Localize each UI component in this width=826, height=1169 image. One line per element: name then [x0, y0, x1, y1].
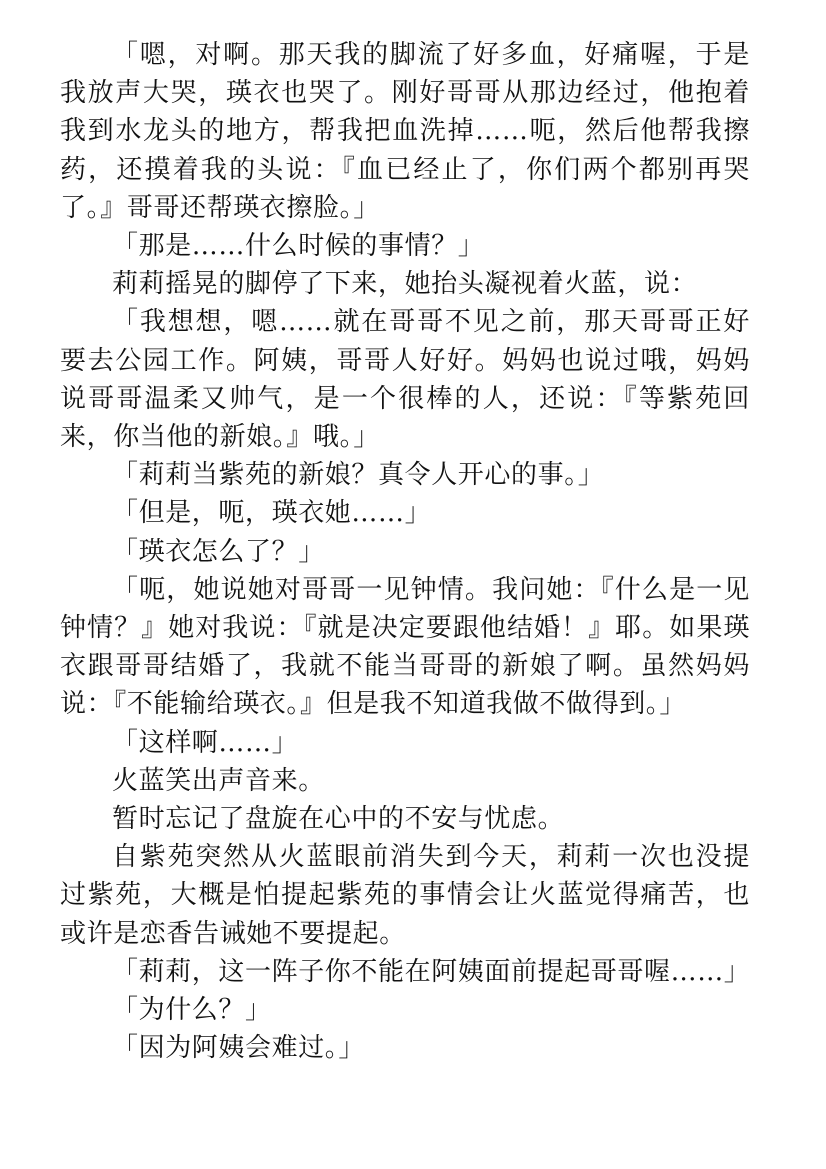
paragraph-2: 「那是……什么时候的事情？」 — [112, 231, 485, 262]
document-page — [60, 36, 750, 1067]
paragraph-10: 火蓝笑出声音来。 — [112, 765, 325, 796]
paragraph-15: 「因为阿姨会难过。」 — [112, 1033, 366, 1064]
paragraph-6: 「但是，呃，瑛衣她……」 — [112, 498, 432, 529]
paragraph-9: 「这样啊……」 — [112, 727, 299, 758]
paragraph-13: 「莉莉，这一阵子你不能在阿姨面前提起哥哥喔……」 — [112, 956, 751, 987]
paragraph-5: 「莉莉当紫苑的新娘？真令人开心的事。」 — [112, 460, 605, 491]
paragraph-7: 「瑛衣怎么了？」 — [112, 536, 325, 567]
paragraph-12: 自紫苑突然从火蓝眼前消失到今天，莉莉一次也没提过紫苑，大概是怕提起紫苑的事情会让火蓝觉得痛苦，也或许是恋香告诫她不要提起。 — [60, 842, 750, 949]
paragraph-1: 「嗯，对啊。那天我的脚流了好多血，好痛喔，于是我放声大哭，瑛衣也哭了。刚好哥哥从那边经过，他抱着我到水龙头的地方，帮我把血洗掉……呃，然后他帮我擦药，还摸着我的头说：『血已经止了，你们两个都别再哭了。』哥哥还帮瑛衣擦脸。」 — [60, 40, 750, 223]
paragraph-11: 暂时忘记了盘旋在心中的不安与忧虑。 — [112, 804, 565, 835]
paragraph-8: 「呃，她说她对哥哥一见钟情。我问她：『什么是一见钟情？』她对我说：『就是决定要跟他结婚！』耶。如果瑛衣跟哥哥结婚了，我就不能当哥哥的新娘了啊。虽然妈妈说：『不能输给瑛衣。』但是我不知道我做不做得到。」 — [60, 574, 750, 720]
paragraph-3: 莉莉摇晃的脚停了下来，她抬头凝视着火蓝，说： — [112, 269, 698, 300]
paragraph-14: 「为什么？」 — [112, 995, 272, 1026]
paragraph-4: 「我想想，嗯……就在哥哥不见之前，那天哥哥正好要去公园工作。阿姨，哥哥人好好。妈妈也说过哦，妈妈说哥哥温柔又帅气，是一个很棒的人，还说：『等紫苑回来，你当他的新娘。』哦。」 — [60, 307, 750, 453]
